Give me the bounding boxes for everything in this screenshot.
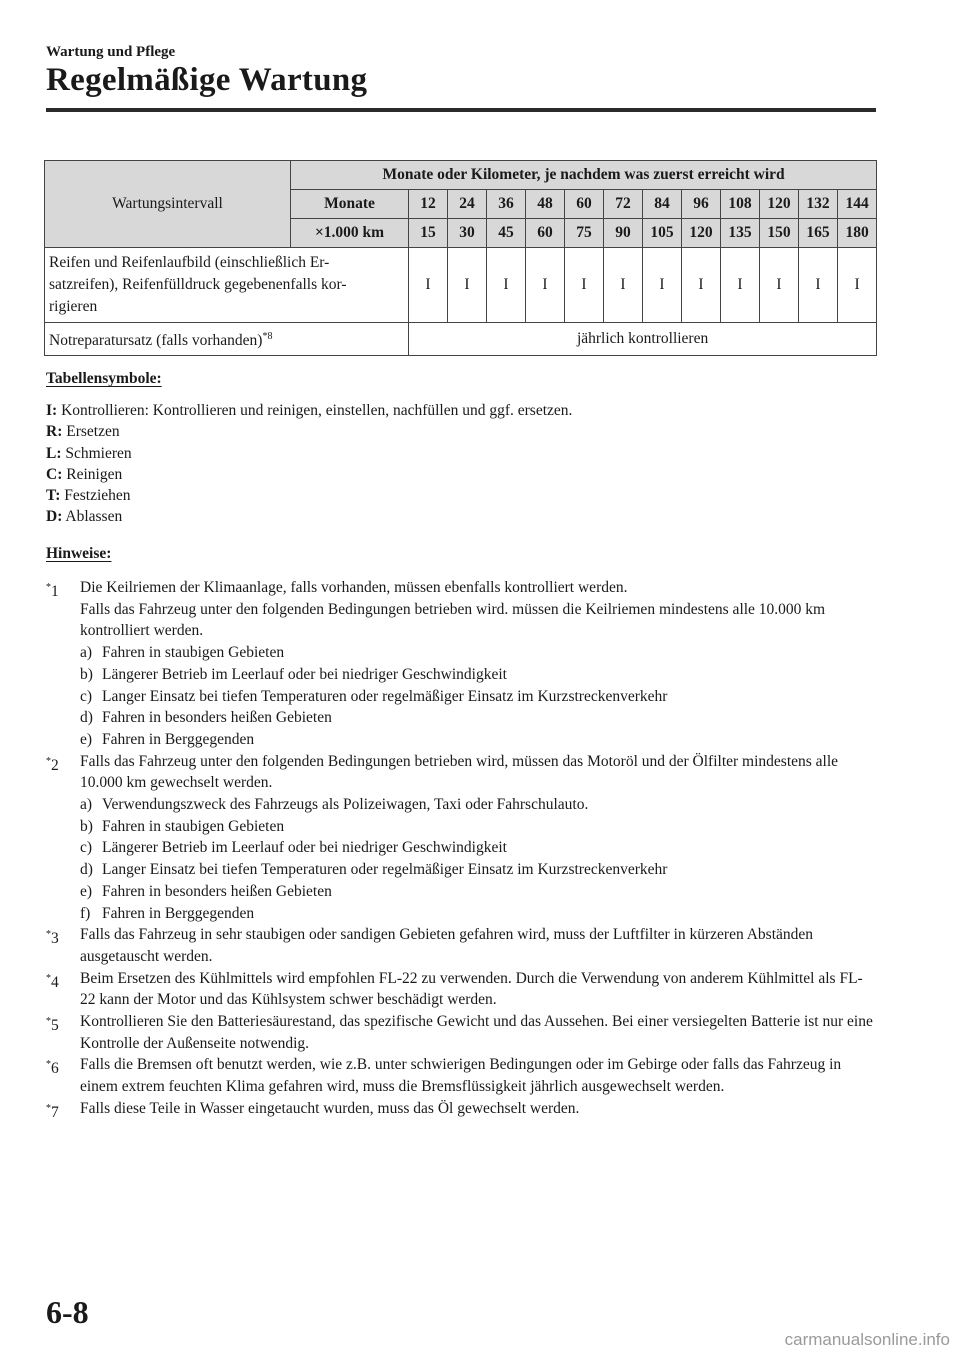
months-cell: 132	[799, 190, 838, 219]
note-body	[80, 1054, 876, 1097]
months-cell: 72	[604, 190, 643, 219]
note-subitem	[80, 859, 876, 881]
legend-text: Kontrollieren: Kontrollieren und reinigen, einstellen, nachfüllen und ggf. ersetzen.	[61, 402, 573, 419]
item-line: Reifen und Reifenlaufbild (einschließlich Er-	[49, 254, 330, 271]
note-num: 5	[51, 1017, 59, 1035]
note-body	[80, 577, 876, 751]
note-number	[46, 577, 80, 751]
legend-key: R:	[46, 423, 63, 441]
subitem-letter: e)	[80, 882, 93, 900]
note-text: Die Keilriemen der Klimaanlage, falls vorhanden, müssen ebenfalls kontrolliert werden.	[80, 579, 628, 596]
subitem-text: Längerer Betrieb im Leerlauf oder bei niedriger Geschwindigkeit	[102, 839, 507, 857]
legend-text: Ersetzen	[66, 423, 120, 441]
note-subitem	[80, 664, 876, 686]
note-subitem	[80, 794, 876, 816]
note-text: Falls das Fahrzeug unter den folgenden Bedingungen betrieben wird, müssen das Motoröl und der Ölfilter mindestens alle 10.000 km gewechselt werden.	[80, 752, 839, 792]
legend-heading	[46, 368, 162, 389]
page-title: Regelmäßige Wartung	[46, 62, 368, 98]
legend-key: C:	[46, 465, 63, 483]
maintenance-table	[44, 160, 877, 356]
note-item	[46, 577, 876, 751]
km-cell: 105	[643, 219, 682, 248]
subitem-text: Fahren in besonders heißen Gebieten	[102, 709, 332, 727]
subitem-text: Längerer Betrieb im Leerlauf oder bei niedriger Geschwindigkeit	[102, 665, 507, 683]
span-header: Monate oder Kilometer, je nachdem was zuerst erreicht wird	[291, 161, 877, 190]
note-num: 6	[51, 1060, 59, 1078]
table-cell: I	[565, 248, 604, 323]
table-cell: I	[409, 248, 448, 323]
note-num: 4	[51, 973, 59, 991]
note-text: Falls die Bremsen oft benutzt werden, wie z.B. unter schwierigen Bedingungen oder im Gebirge oder falls das Fahrzeug in einem extrem feuchten Klima gefahren wird, muss die Bremsflüssigkeit jährlich ausgewechselt werden.	[80, 1056, 842, 1096]
notes-heading	[46, 543, 111, 564]
months-cell: 144	[838, 190, 877, 219]
km-cell: 165	[799, 219, 838, 248]
note-subitem	[80, 816, 876, 838]
months-cell: 24	[448, 190, 487, 219]
km-cell: 120	[682, 219, 721, 248]
item-label: Notreparatursatz (falls vorhanden)	[49, 332, 263, 350]
km-cell: 135	[721, 219, 760, 248]
legend-text: Ablassen	[65, 508, 123, 526]
note-item	[46, 1054, 876, 1097]
legend-item	[46, 485, 876, 506]
interval-header: Wartungsintervall	[45, 161, 291, 248]
note-subitem	[80, 729, 876, 751]
subitem-letter: b)	[80, 817, 93, 835]
note-number	[46, 1054, 80, 1097]
note-subitem	[80, 642, 876, 664]
note-item	[46, 1098, 876, 1124]
notes-heading-text: Hinweise:	[46, 545, 112, 562]
note-item	[46, 924, 876, 967]
legend-text: Festziehen	[64, 487, 131, 505]
table-cell: I	[721, 248, 760, 323]
table-cell: I	[526, 248, 565, 323]
note-marker: *	[46, 972, 51, 984]
legend-text: Reinigen	[66, 465, 123, 483]
subitem-letter: e)	[80, 730, 93, 748]
km-cell: 15	[409, 219, 448, 248]
subitem-letter: d)	[80, 709, 93, 727]
note-num: 2	[51, 756, 59, 774]
km-cell: 180	[838, 219, 877, 248]
table-cell: I	[448, 248, 487, 323]
months-cell: 60	[565, 190, 604, 219]
section-label: Wartung und Pflege	[46, 44, 176, 60]
km-cell: 150	[760, 219, 799, 248]
km-cell: 75	[565, 219, 604, 248]
note-text: Falls diese Teile in Wasser eingetaucht wurden, muss das Öl gewechselt werden.	[80, 1099, 580, 1117]
subitem-letter: a)	[80, 796, 93, 814]
months-cell: 120	[760, 190, 799, 219]
note-number	[46, 968, 80, 1011]
note-subitem	[80, 903, 876, 925]
note-number	[46, 1098, 80, 1124]
legend-key: I:	[46, 402, 58, 419]
note-subitem	[80, 881, 876, 903]
table-cell: I	[682, 248, 721, 323]
page-number: 6-8	[46, 1294, 89, 1330]
legend-item	[46, 464, 876, 485]
note-item	[46, 1011, 876, 1054]
legend-item	[46, 400, 876, 421]
legend-key: T:	[46, 487, 61, 505]
months-label: Monate	[291, 190, 409, 219]
note-number	[46, 924, 80, 967]
months-cell: 48	[526, 190, 565, 219]
legend-item	[46, 421, 876, 442]
table-cell: I	[643, 248, 682, 323]
note-marker: *	[46, 929, 51, 941]
months-cell: 36	[487, 190, 526, 219]
note-body	[80, 924, 876, 967]
legend-key: L:	[46, 444, 62, 462]
note-item	[46, 968, 876, 1011]
note-num: 1	[51, 583, 59, 600]
note-subitem	[80, 837, 876, 859]
table-cell: I	[838, 248, 877, 323]
subitem-text: Fahren in Berggegenden	[102, 904, 255, 922]
title-divider	[46, 108, 876, 112]
km-cell: 30	[448, 219, 487, 248]
legend-item	[46, 443, 876, 464]
note-num: 7	[51, 1103, 59, 1121]
legend-heading-text: Tabellensymbole:	[46, 370, 162, 387]
note-marker: *	[46, 582, 51, 593]
subitem-text: Langer Einsatz bei tiefen Temperaturen oder regelmäßiger Einsatz im Kurzstreckenverkehr	[102, 687, 668, 705]
note-number	[46, 1011, 80, 1054]
months-cell: 84	[643, 190, 682, 219]
subitem-text: Verwendungszweck des Fahrzeugs als Polizeiwagen, Taxi oder Fahrschulauto.	[102, 796, 589, 814]
km-label: ×1.000 km	[291, 219, 409, 248]
km-cell: 90	[604, 219, 643, 248]
legend-text: Schmieren	[65, 444, 132, 462]
table-cell: I	[604, 248, 643, 323]
notes-list	[46, 577, 876, 1124]
subitem-letter: c)	[80, 839, 93, 857]
note-num: 3	[51, 930, 59, 948]
note-marker: *	[46, 1102, 51, 1114]
months-cell: 12	[409, 190, 448, 219]
subitem-text: Fahren in besonders heißen Gebieten	[102, 882, 332, 900]
km-cell: 60	[526, 219, 565, 248]
months-cell: 96	[682, 190, 721, 219]
subitem-letter: c)	[80, 687, 93, 705]
subitem-letter: b)	[80, 665, 93, 683]
subitem-text: Langer Einsatz bei tiefen Temperaturen oder regelmäßiger Einsatz im Kurzstreckenverkehr	[102, 861, 668, 879]
note-text: Falls das Fahrzeug in sehr staubigen oder sandigen Gebieten gefahren wird, muss der Luftfilter in kürzeren Abständen ausgetauscht werden.	[80, 926, 814, 965]
legend-item	[46, 506, 876, 527]
footnote-ref: *8	[262, 331, 273, 342]
note-text: Beim Ersetzen des Kühlmittels wird empfohlen FL-22 zu verwenden. Durch die Verwendung von anderem Kühlmittel als FL-22 kann der Motor und das Kühlsystem schwer beschädigt werden.	[80, 969, 863, 1009]
item-line: satzreifen), Reifenfülldruck gegebenenfalls kor-	[49, 276, 347, 293]
note-body	[80, 968, 876, 1011]
subitem-text: Fahren in staubigen Gebieten	[102, 817, 285, 835]
note-body	[80, 1098, 876, 1124]
note-subitem	[80, 686, 876, 708]
note-number	[46, 751, 80, 925]
table-row-item-repair-kit	[45, 323, 409, 356]
note-text: Falls das Fahrzeug unter den folgenden Bedingungen betrieben wird. müssen die Keilriemen mindestens alle 10.000 km kontrolliert werden.	[80, 600, 826, 640]
note-body	[80, 1011, 876, 1054]
note-marker: *	[46, 1059, 51, 1071]
item-line: rigieren	[49, 298, 98, 315]
table-cell: I	[799, 248, 838, 323]
subitem-letter: f)	[80, 904, 91, 922]
note-text: Kontrollieren Sie den Batteriesäurestand, das spezifische Gewicht und das Aussehen. Bei einer versiegelten Batterie ist nur eine Kontrolle der Außenseite notwendig.	[80, 1013, 873, 1052]
subitem-text: Fahren in Berggegenden	[102, 730, 255, 748]
table-cell: I	[760, 248, 799, 323]
subitem-letter: a)	[80, 644, 93, 662]
note-marker: *	[46, 755, 51, 767]
watermark: carmanualsonline.info	[784, 1330, 950, 1349]
span-value: jährlich kontrollieren	[409, 323, 877, 356]
note-marker: *	[46, 1016, 51, 1028]
subitem-text: Fahren in staubigen Gebieten	[102, 644, 285, 662]
months-cell: 108	[721, 190, 760, 219]
note-item	[46, 751, 876, 925]
legend-list	[46, 400, 876, 528]
table-cell: I	[487, 248, 526, 323]
note-body	[80, 751, 876, 925]
subitem-letter: d)	[80, 861, 93, 879]
legend-key: D:	[46, 508, 63, 526]
note-subitem	[80, 707, 876, 729]
table-row-item-tires	[45, 248, 409, 323]
km-cell: 45	[487, 219, 526, 248]
